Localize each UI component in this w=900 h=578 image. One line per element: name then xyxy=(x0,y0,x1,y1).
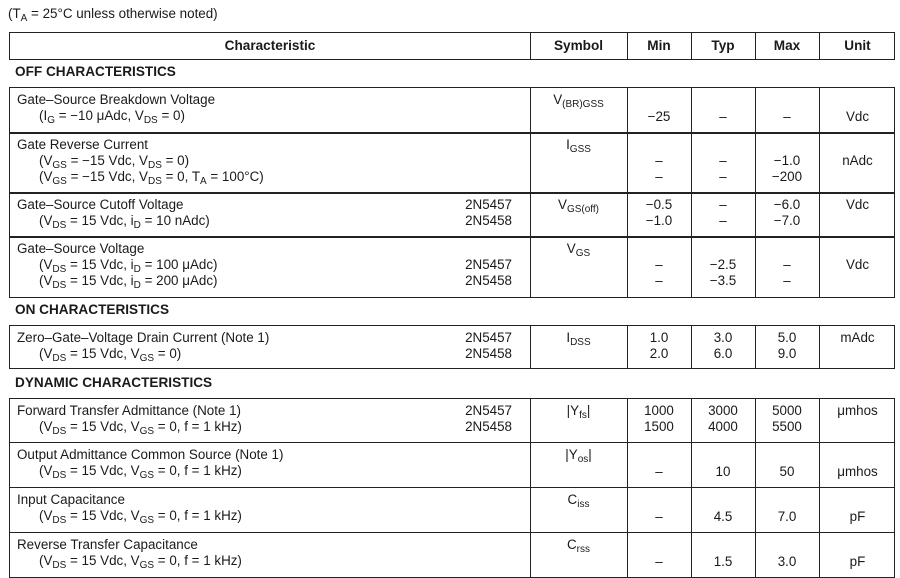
symbol-cell: $C_{rss}$ xyxy=(566,537,590,555)
header-characteristic: Characteristic xyxy=(224,38,316,53)
max-value: 7.0 xyxy=(777,509,797,524)
header-symbol: Symbol xyxy=(553,38,604,53)
max-value: – – xyxy=(783,257,791,288)
characteristic-title: Gate–Source Cutoff Voltage xyxy=(17,197,184,212)
unit-value: Vdc xyxy=(845,109,870,124)
note-text: (T xyxy=(8,6,21,21)
ambient-temperature-note xyxy=(8,6,218,24)
unit-value: μmhos xyxy=(837,464,878,479)
note-text-suffix: = 25°C unless otherwise noted) xyxy=(27,6,218,21)
min-value: – – xyxy=(655,257,663,288)
test-condition: ($I_G = -10$ μAdc, $V_{DS} = 0$) xyxy=(39,108,185,126)
unit-value: Vdc xyxy=(845,197,870,212)
max-value: 5.0 9.0 xyxy=(777,330,797,361)
min-value: 1000 1500 xyxy=(644,403,674,434)
min-value: – xyxy=(655,554,663,569)
test-condition: ($V_{GS} = -15$ Vdc, $V_{DS} = 0$) xyxy=(39,153,190,171)
symbol-cell: $C_{iss}$ xyxy=(567,492,590,510)
test-condition: ($V_{DS} = 15$ Vdc, $i_D = 200$ μAdc) xyxy=(39,273,218,291)
test-condition: ($V_{DS} = 15$ Vdc, $i_D = 10$ nAdc) xyxy=(39,213,210,231)
test-condition: ($V_{DS} = 15$ Vdc, $V_{GS} = 0$) xyxy=(39,346,182,364)
max-value: – xyxy=(783,109,791,124)
section-on-characteristics: ON CHARACTERISTICS xyxy=(15,302,170,317)
table-row-gate-source-cutoff-voltage xyxy=(9,192,895,238)
table-row-reverse-transfer-capacitance xyxy=(9,532,895,578)
device-part-numbers: 2N5457 2N5458 xyxy=(465,330,512,361)
characteristic-title: Gate Reverse Current xyxy=(17,137,148,152)
symbol-cell: $V_{(BR)GSS}$ xyxy=(553,92,604,110)
header-min: Min xyxy=(647,38,671,53)
typ-value: – – xyxy=(719,197,727,228)
characteristic-cell xyxy=(10,193,530,237)
table-row-forward-transfer-admittance xyxy=(9,398,895,443)
device-part-numbers: 2N5457 2N5458 xyxy=(465,257,512,288)
device-part-numbers: 2N5457 2N5458 xyxy=(465,197,512,228)
characteristic-title: Zero–Gate–Voltage Drain Current (Note 1) xyxy=(17,330,270,345)
symbol-cell: $|Y_{fs}|$ xyxy=(566,403,591,421)
header-max: Max xyxy=(773,38,801,53)
characteristic-title: Gate–Source Voltage xyxy=(17,241,145,256)
device-part-numbers: 2N5457 2N5458 xyxy=(465,403,512,434)
typ-value: 10 xyxy=(715,464,731,479)
characteristic-cell xyxy=(10,326,530,368)
typ-value: −2.5 −3.5 xyxy=(709,257,737,288)
section-dynamic-characteristics: DYNAMIC CHARACTERISTICS xyxy=(15,375,213,390)
characteristic-title: Input Capacitance xyxy=(17,492,125,507)
characteristic-title: Gate–Source Breakdown Voltage xyxy=(17,92,216,107)
symbol-cell: $I_{GSS}$ xyxy=(566,137,591,155)
table-row-gate-reverse-current xyxy=(9,132,895,194)
table-row-input-capacitance xyxy=(9,487,895,533)
table-header-row xyxy=(9,32,895,60)
typ-value: 3000 4000 xyxy=(708,403,738,434)
min-value: – – xyxy=(655,153,663,184)
section-off-characteristics: OFF CHARACTERISTICS xyxy=(15,64,176,79)
typ-value: – xyxy=(719,109,727,124)
symbol-cell: $V_{GS(off)}$ xyxy=(558,197,599,215)
symbol-cell: $V_{GS}$ xyxy=(566,241,591,259)
min-value: −25 xyxy=(647,109,671,124)
test-condition: ($V_{DS} = 15$ Vdc, $V_{GS} = 0$, f = 1 kHz) xyxy=(39,463,242,481)
test-condition: ($V_{GS} = -15$ Vdc, $V_{DS} = 0$, $T_A = 100^\circ C$) xyxy=(39,169,264,187)
characteristic-title: Forward Transfer Admittance (Note 1) xyxy=(17,403,242,418)
note-subscript: A xyxy=(20,13,28,24)
header-typ: Typ xyxy=(711,38,735,53)
symbol-cell: $I_{DSS}$ xyxy=(566,330,591,348)
max-value: −1.0 −200 xyxy=(771,153,803,184)
min-value: – xyxy=(655,464,663,479)
test-condition: ($V_{DS} = 15$ Vdc, $i_D = 100$ μAdc) xyxy=(39,257,218,275)
unit-value: Vdc xyxy=(845,257,870,272)
typ-value: 3.0 6.0 xyxy=(713,330,733,361)
test-condition: ($V_{DS} = 15$ Vdc, $V_{GS} = 0$, f = 1 kHz) xyxy=(39,508,242,526)
characteristic-cell xyxy=(10,443,530,487)
typ-value: 4.5 xyxy=(713,509,733,524)
symbol-cell: $|Y_{os}|$ xyxy=(565,447,592,465)
min-value: −0.5 −1.0 xyxy=(645,197,673,228)
unit-value: mAdc xyxy=(840,330,875,345)
max-value: 5000 5500 xyxy=(772,403,802,434)
test-condition: ($V_{DS} = 15$ Vdc, $V_{GS} = 0$, f = 1 kHz) xyxy=(39,419,242,437)
characteristic-title: Output Admittance Common Source (Note 1) xyxy=(17,447,284,462)
unit-value: pF xyxy=(849,509,866,524)
max-value: 3.0 xyxy=(777,554,797,569)
characteristic-cell xyxy=(10,133,530,193)
characteristic-title: Reverse Transfer Capacitance xyxy=(17,537,198,552)
typ-value: – – xyxy=(719,153,727,184)
table-row-gate-source-breakdown-voltage xyxy=(9,87,895,134)
characteristic-cell xyxy=(10,533,530,577)
unit-value: μmhos xyxy=(837,403,878,418)
characteristic-cell xyxy=(10,399,530,442)
unit-value: pF xyxy=(849,554,866,569)
characteristic-cell xyxy=(10,88,530,133)
min-value: – xyxy=(655,509,663,524)
max-value: −6.0 −7.0 xyxy=(773,197,801,228)
table-row-zero-gate-voltage-drain-current xyxy=(9,325,895,369)
header-unit: Unit xyxy=(844,38,871,53)
unit-value: nAdc xyxy=(842,153,873,168)
typ-value: 1.5 xyxy=(713,554,733,569)
characteristic-cell xyxy=(10,488,530,532)
min-value: 1.0 2.0 xyxy=(649,330,669,361)
table-row-gate-source-voltage xyxy=(9,236,895,298)
test-condition: ($V_{DS} = 15$ Vdc, $V_{GS} = 0$, f = 1 kHz) xyxy=(39,553,242,571)
characteristic-cell xyxy=(10,237,530,297)
max-value: 50 xyxy=(779,464,795,479)
table-row-output-admittance xyxy=(9,442,895,488)
